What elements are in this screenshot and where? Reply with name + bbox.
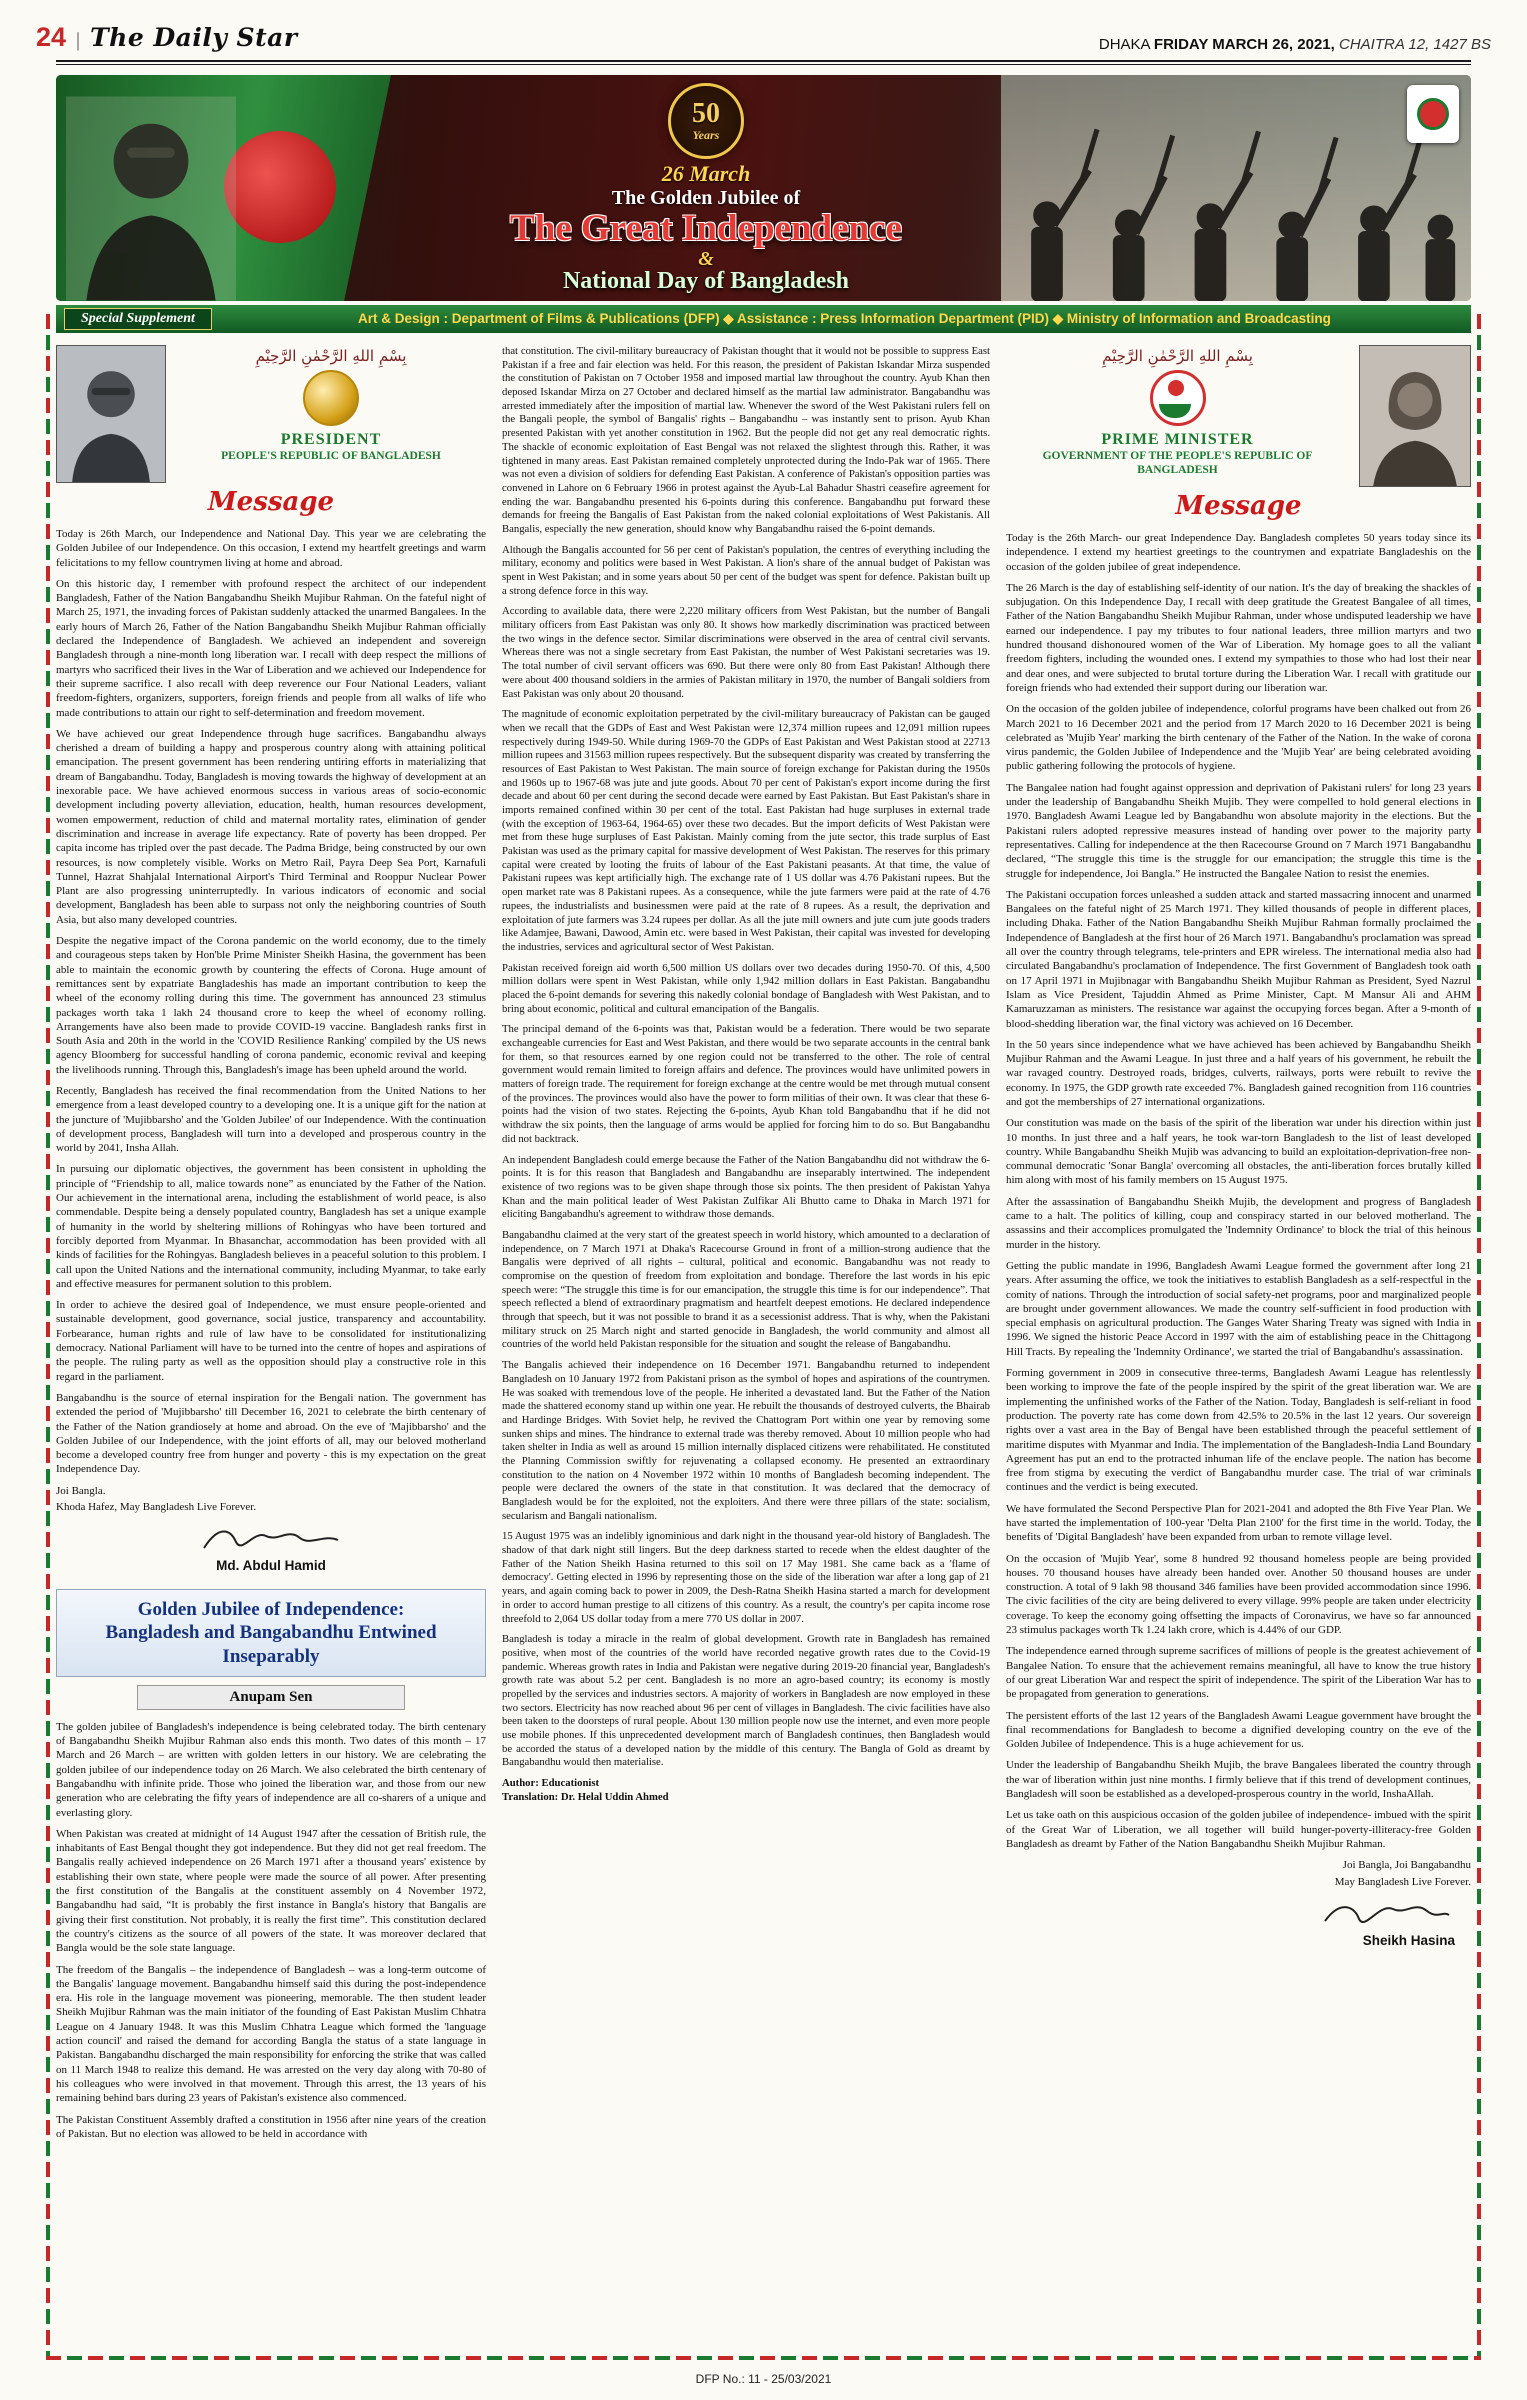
dateline-date: FRIDAY MARCH 26, 2021, [1153,36,1335,53]
banner-date: 26 March [661,161,751,186]
presidential-emblem [303,370,359,426]
president-paragraph: Bangabandhu is the source of eternal inspiration for the Bengali nation. The government has extended the period of 'Mujibbarsho' till December 16, 2021 to celebrate the birth centenary of the Father of the Nation grandiosely at home and abroad. On the eve of 'Majibbarsho' and the Golden Jubilee of our Independence, with the joint efforts of all, may our beloved motherland become a developed country free from hunger and poverty - this is my expectation on the great Independence Day. [56,1391,486,1476]
president-paragraph: In order to achieve the desired goal of Independence, we must ensure people-oriented and sustainable development, good governance, social justice, transparency and accountability. Forbearance, human rights and rule of law have to be consolidated for institutionalizing democracy. National Parliament will have to be turned into the centre of hopes and aspirations of the people. The ruling party as well as the opposition should play a constructive role in this regard in the parliament. [56,1299,486,1383]
pm-photo [1359,345,1471,487]
pm-subtitle: GOVERNMENT OF THE PEOPLE'S REPUBLIC OF BANGLADESH [1042,450,1313,477]
pm-message-label: Message [1175,491,1302,521]
page-number: 24 [36,22,67,52]
article-paragraph: Bangladesh is today a miracle in the realm of global development. Growth rate in Bangladesh has remained positive, when most of the countries of the world have recorded negative growth rates due to the Covid-19 pandemic. Whereas growth rates in India and Pakistan were negative during 2019-20 financial year, Bangladesh's growth rate was about 5.2 per cent. Bangladesh is no more an agro-based country; its economy is mostly propelled by the services and industries sectors. A majority of workers in Bangladesh are now employed in these two sectors. Electricity has now reached about 96 per cent of villages in Bangladesh. The civic facilities have also been taken to the doorsteps of rural people. About 130 million people now use the internet, and even more people use mobile phones. If this unprecedented development march of Bangladesh continues, then Bangladesh would be accorded the status of a developed nation by the middle of this century. The Bangla of Gold as dreamt by Bangabandhu would then materialise. [502,1633,990,1769]
fifty-years-word: Years [692,127,720,142]
article-paragraph: An independent Bangladesh could emerge because the Father of the Nation Bangabandhu did not withdraw the 6-points. It is for this reason that Bangladesh and Bangabandhu are inseparably intertwined. The independent existence of two regions was to be given shape through those six points. The then president of Pakistan Yahya Khan and the main political leader of West Pakistan Zulfikar Ali Bhutto came to Dhaka in March 1971 for eliciting Bangabandhu's agreement to withdraw those demands. [502,1153,990,1221]
article-paragraph: The Bangalis achieved their independence on 16 December 1971. Bangabandhu returned to independent Bangladesh on 10 January 1972 from Pakistani prison as the symbol of hopes and aspirations of the countrymen. He was soaked with tremendous love of the people. He inherited a devastated land. But the Father of the Nation made the shattered economy stand up within one year. He rebuilt the thousands of destroyed culverts, the Bhairab and Hardinge Bridges. With Soviet help, he revived the Chattogram Port within one year by removing some sunken ships and mines. The hindrance to external trade was thereby removed. About 10 million people who had taken shelter in India as well as around 15 million internally displaced citizens were rehabilitated. He constituted the Planning Commission swiftly for rejuvenating a collapsed economy. He presented an extraordinary constitution to the nation on 4 November 1972 within 10 months of Bangladesh becoming independent. The people were declared the owners of the state in that constitution. It was declared that the democracy of Bangladesh would be for the exploited, not the exploiters. And there were three pillars of the state: socialism, secularism and Bangali nationalism. [502,1359,990,1522]
masthead [0,0,1527,55]
mujib-logo-green [1159,404,1191,418]
dateline-city: DHAKA [1098,36,1150,53]
article-byline: Anupam Sen [137,1685,406,1710]
pm-paragraph: The persistent efforts of the last 12 years of the Bangladesh Awami League government have brought the final recommendations for Bangladesh to become a dignified developing country on the eve of the Golden Jubilee of Independence. This is a huge achievement for us. [1006,1709,1471,1751]
banner-title-line1: The Golden Jubilee of [611,187,801,209]
president-signature [196,1522,346,1556]
left-decorative-border [46,314,50,2356]
pm-paragraph: Our constitution was made on the basis of the spirit of the liberation war under his direction within just 10 months. In just three and a half years, he took war-torn Bangladesh to the list of least developed country. While Bangabandhu Sheikh Mujib was advancing to build an exploitation-deprivation-free non-communal democratic 'Sonar Bangla' overcoming all obstacles, the anti-liberation forces brutally killed him along with most of his family members on 15 August 1975. [1006,1117,1471,1187]
president-signature-block [56,1522,486,1573]
masthead-rule [56,60,1471,65]
pm-paragraph: Today is the 26th March- our great Independence Day. Bangladesh completes 50 years today since its independence. I extend my heartiest greetings to the countrymen and expatriate Bangladeshis on the occasion of the golden jubilee of great independence. [1006,532,1471,573]
dfp-note: DFP No.: 11 - 25/03/2021 [695,2372,832,2386]
mujib-100-logo [1150,370,1206,426]
credits-bar [56,305,1471,333]
fifty-years-badge [668,83,744,159]
pm-signature [1315,1897,1455,1931]
article-paragraph: Although the Bangalis accounted for 56 per cent of Pakistan's population, the centres of everything including the military, economy and politics were based in West Pakistan. A lion's share of the annual budget of Pakistan was spent in West Pakistan; and in some years about 50 per cent of the budget was spent for defence. Pakistan built up a strong defence force in this way. [502,543,990,597]
pm-paragraph: Let us take oath on this auspicious occasion of the golden jubilee of independence- imbued with the spirit of the Great War of Liberation, we all together will build hunger-poverty-illiteracy-free Golden Bangladesh as dreamt by Father of the Nation Bangabandhu Sheikh Mujibur Rahman. [1006,1809,1471,1850]
jubilee-article [56,1589,486,2141]
article-paragraph: 15 August 1975 was an indelibly ignominious and dark night in the thousand year-old history of Bangladesh. The shadow of that dark night still lingers. But the deep darkness started to recede when the eldest daughter of the Father of the Nation Sheikh Hasina returned to this soil on 17 May 1981. She came back as a 'flame of democracy'. Getting elected in 1996 by representing those on the side of the liberation war after a long gap of 21 years, and again coming back to power in 2009, the Desh-Ratna Sheikh Hasina started a march for development in order to accord human prestige to all citizens of this country. As a result, the country's per capita income rose threefold to 2,064 US dollar today from a mere 770 US dollar in 2007. [502,1530,990,1625]
president-message-label: Message [207,487,335,517]
middle-column [502,345,990,2148]
pm-title: PRIME MINISTER [1101,431,1254,448]
main-columns [56,345,1471,2148]
article-paragraph: According to available data, there were 2,220 military officers from West Pakistan, but the number of Bangali military officers from East Pakistan was only 80. It shows how markedly discrimination was practiced between the two wings in the defence sector. Similar discriminations were observed in the area of central civil servants. Whereas there was not a single secretary from East Pakistan, the number of West Pakistani secretaries was 19. The total number of civil servant officers was 690. But there were only 80 from East Pakistan! Although there were about 400 thousand soldiers in the armies of Pakistan military in 1970, the number of Bangali soldiers from East Pakistan was only about 20 thousand. [502,605,990,700]
masthead-divider: | [76,29,81,51]
pm-paragraph: The Pakistani occupation forces unleashed a sudden attack and started massacring innocent and unarmed Bangalees on the fateful night of 25 March 1971. They killed thousands of people in different places, including Dhaka. Father of the Nation Bangabandhu Sheikh Mujibur Rahman formally proclaimed the Independence of Bangladesh at the first hour of 26 March 1971. Bangabandhu's proclamation was spread all over the country through telegrams, tele-printers and EPR wireless. The international media also had circulated Bangabandhu's proclamation of Independence. The first Government of Bangladesh took oath on 17 April 1971 in Mujibnagar with Bangabandhu Sheikh Mujibur Rahman as President, Syed Nazrul Islam as Vice President, Tajuddin Ahmed as Prime Minister, Capt. M Mansur Ali and AHM Kamaruzzaman as ministers. The resistance war against the occupying forces began. After a 9-month of blood-shedding liberation war, the final victory was achieved on 16 December. [1006,888,1471,1030]
right-column [1006,345,1471,2148]
article-paragraph: Bangabandhu claimed at the very start of the greatest speech in world history, which amounted to a declaration of independence, on 7 March 1971 at Dhaka's Racecourse Ground in front of a million-strong audience that the Bangalis were deprived of all rights – cultural, political and economic. Bangabandhu was not ready to compromise on the question of freedom from exploitation and bondage. Therefore the last words in his epic speech were: “The struggle this time is for our emancipation, the struggle this time is for our independence”. That speech reflected a blend of extraordinary pragmatism and heartfelt deepest emotions. He declared independence through that speech, but it was not possible to brand it as a secessionist address. That is why, when the Pakistani military struck on 25 March night and started genocide in Bangladesh, the world community and almost all countries of the world held Pakistan responsible for the situation and sought the release of Bangabandhu. [502,1228,990,1351]
president-message [56,345,486,1573]
pm-signature-block [1006,1897,1471,1948]
president-paragraph: We have achieved our great Independence through huge sacrifices. Bangabandhu always cherished a dream of building a happy and prosperous country along with attaining political emancipation. The present government has been rendering untiring efforts in materializing that dream of Bangabandhu. Today, Bangladesh is moving towards the highway of development at an inexorable pace. We have achieved enormous success in various areas of socio-economic development including poverty alleviation, education, health, human resources development, women empowerment, reduction of child and maternal mortality rates, elimination of gender discrimination and increase in average life expectancy. Rate of poverty has been dropped. Per capita income has tripled over the past decade. The Padma Bridge, being constructed by our own resources, is now completely visible. Works on Metro Rail, Payra Deep Sea Port, Karnafuli Tunnel, Hazrat Shahjalal International Airport's Third Terminal and Rooppur Nuclear Power Plant are also progressing uninterruptedly. In various indicators of economic and social development, Bangladesh has been able to surpass not only the neighboring countries of South Asia, but also many developed countries. [56,727,486,926]
article-translation-note: Translation: Dr. Helal Uddin Ahmed [502,1791,669,1804]
pm-paragraph: The Bangalee nation had fought against oppression and deprivation of Pakistani rulers' for long 23 years under the leadership of Bangabandhu Sheikh Mujib. They were compelled to hold general elections in 1970. Bangladesh Awami League led by Bangabandhu won absolute majority in the elections. But the Pakistani rulers adopted repressive measures instead of handing over power to the majority party representatives. Calling for independence at the then Racecourse Ground on 7 March 1971 Bangabandhu declared, “The struggle this time is the struggle for our emancipation; the struggle this time is the struggle for independence, Joi Bangla.” He instructed the Bangalee Nation to resist the enemies. [1006,781,1471,880]
pm-closing [1006,1858,1471,1889]
president-paragraph: In pursuing our diplomatic objectives, the government has been consistent in upholding the principle of “Friendship to all, malice towards none” as enunciated by the Father of the Nation. Our achievement in the international arena, including the establishment of world peace, is also commendable. Despite being a densely populated country, Bangladesh has set a unique example of humanity in the world by sheltering millions of Rohingyas who have been tortured and forcibly deported from Myanmar. In Bhasanchar, accommodation has been provided with all kinds of facilities for the Rohingyas. Bangladesh believes in a peaceful solution to this problem. I call upon the United Nations and the international community, including Myanmar, to take early and effective measures for permanent solution to this problem. [56,1163,486,1290]
article-paragraph: The principal demand of the 6-points was that, Pakistan would be a federation. There would be two separate exchangeable currencies for East and West Pakistan, and there would be two separate accounts in the central bank for them, so that resources earned by one region could not be transferred to the other. The role of central government would remain limited to foreign affairs and defence. The provinces would have unlimited powers in matters of foreign trade. The requirement for foreign exchange at the centre would be met through mutual consent of the provinces. The provinces would also have the power to form militias of their own. It was clear that these 6-points had the vision of two states. Rejecting the 6-points, Ayub Khan told Bangabandhu that if he did not withdraw the six points, then the language of arms would be applied for forcing him to do so. But Bangabandhu did not backtrack. [502,1023,990,1145]
article-body-continuation [502,345,990,1770]
liberation-war-photo [1001,75,1471,301]
president-name: Md. Abdul Hamid [216,1558,326,1574]
pm-paragraph: In the 50 years since independence what we have achieved has been achieved by Bangabandhu Sheikh Mujibur Rahman and the Awami League. In just three and a half years of his government, he rebuilt the war ravaged country. Destroyed roads, bridges, culverts, railways, ports were rebuilt to revive the economy. In 1975, the GDP growth rate exceeded 7%. Bangladesh gained recognition from 116 countries and got the memberships of 27 international organizations. [1006,1038,1471,1108]
article-author-note: Author: Educationist [502,1777,600,1790]
president-titles [176,345,486,483]
president-closing-line: Khoda Hafez, May Bangladesh Live Forever. [56,1501,257,1513]
masthead-left [36,22,298,53]
article-paragraph: When Pakistan was created at midnight of 14 August 1947 after the cessation of British rule, the inhabitants of East Bengal thought they got independence. But they did not get real freedom. The Bangalis really achieved independence on 26 March 1971 after a thousand years' existence by establishing their own state, where people were made the source of all power. After presenting the first constitution of the Bangalis at the constituent assembly on 4 November 1972, Bangabandhu had said, “It is probably the first instance in Bangla's history that Bangalis are giving their first constitution. Not probably, it is really the first time”. This constitution declared the country's citizens as the source of all powers of the state. It was moreover declared that Bangla would be the sole state language. [56,1827,486,1955]
article-paragraph: The Pakistan Constituent Assembly drafted a constitution in 1956 after nine years of the creation of Pakistan. But no election was allowed to be held in accordance with [56,2113,486,2140]
pm-paragraph: Under the leadership of Bangabandhu Sheikh Mujib, the brave Bangalees liberated the country through the war of liberation within just nine months. I firmly believe that if this trend of development continues, Bangladesh will soon be established as a developed-prosperous country in the world, InshaAllah. [1006,1759,1471,1801]
pm-paragraph: The 26 March is the day of establishing self-identity of our nation. It's the day of breaking the shackles of subjugation. On this Independence Day, I recall with deep gratitude the Greatest Bangalee of all times, Father of the Nation Bangabandhu Sheikh Mujibur Rahman, under whose undisputed leadership we have earned our independence. I pay my tributes to four national leaders, three million martyrs and two hundred thousand dishonoured women of the War of Liberation. My homage goes to all the valiant freedom fighters, including the wounded ones. I extend my sympathies to those who had lost their near and dear ones, and were subjected to brutal torture during the Liberation War. I recall with gratitude our foreign friends who had extended their support during our liberation war. [1006,581,1471,694]
dateline-era: CHAITRA 12, 1427 BS [1338,36,1491,53]
president-paragraph: Recently, Bangladesh has received the final recommendation from the United Nations to her emergence from a least developed country to a developing one. It is a unique gift for the nation at the juncture of 'Mujibbarsho' and the 'Golden Jubilee' of our Independence. With the continuation of development process, Bangladesh will turn into a developed and prosperous country in the world by 2041, Insha Allah. [56,1084,486,1155]
bismillah-calligraphy: بِسْمِ اللهِ الرَّحْمٰنِ الرَّحِيْمِ [1102,347,1253,365]
jubilee-banner [56,75,1471,301]
banner-ampersand: & [698,247,714,270]
pm-closing-line: Joi Bangla, Joi Bangabandhu [1342,1859,1471,1872]
mujib100-corner-logo [1407,85,1459,143]
right-decorative-border [1477,314,1481,2356]
pm-paragraph: On the occasion of the golden jubilee of independence, colorful programs have been chalked out from 26 March 2021 to 16 December 2021 and the period from 17 March 2020 to 16 December 2021 is being celebrated as 'Mujib Year' marking the birth centenary of the Father of the Nation. In the wake of corona virus pandemic, the Golden Jubilee of Independence and the 'Mujib Year' are being celebrated avoiding public gathering following the protocols of hygiene. [1006,703,1471,773]
president-message-body [56,527,486,1477]
article-paragraph: Pakistan received foreign aid worth 6,500 million US dollars over two decades during 1950-70. Of this, 4,500 million dollars were spent in West Pakistan, while only 1,942 million dollars in East Pakistan. Bangabandhu placed the 6-point demands for severing this nakedly colonial bondage of Bangladesh with West Pakistan, and to bring about economic, political and cultural emancipation of the Bangalis. [502,961,990,1015]
article-body-start [56,1720,486,2141]
daily-star-logo: The Daily Star [90,23,298,52]
dateline [1099,36,1491,53]
pm-paragraph: On the occasion of 'Mujib Year', some 8 hundred 92 thousand homeless people are being provided houses. 70 thousand houses have already been handed over. Another 50 thousand houses are under construction. A total of 9 lakh 98 thousand 346 families have been provided accommodation since 1996. The civic facilities of the city are being delivered to every village. 99% people are taken under electricity coverage. To keep the economy going offsetting the impacts of Coronavirus, we have so far announced 23 stimulus packages worth Tk 1.24 lakh crore, which is 4.44% of our GDP. [1006,1552,1471,1637]
mujib-logo-red [1168,380,1184,396]
article-headline-line2: Bangladesh and Bangabandhu Entwined Inseparably [105,1622,437,1667]
president-closing-line: Joi Bangla. [56,1484,106,1497]
president-subtitle: PEOPLE'S REPUBLIC OF BANGLADESH [221,450,441,462]
president-header [56,345,486,483]
pm-paragraph: We have formulated the Second Perspective Plan for 2021-2041 and adopted the 8th Five Year Plan. We have started the implementation of 100-year 'Delta Plan 2100' for the first time in the world. Today, the benefits of 'Digital Bangladesh' have been expanded from urban to remote village level. [1006,1502,1471,1544]
pm-message-body [1006,531,1471,1851]
article-headline-box [56,1589,486,1677]
article-paragraph: The freedom of the Bangalis – the independence of Bangladesh – was a long-term outcome of the Bangalis' language movement. Bangabandhu himself said this during the post-independence era. His role in the language movement was pioneering, memorable. The then student leader Sheikh Mujibur Rahman was the main initiator of the founding of East Pakistan Muslim Chhatra League on 4 January 1948. It was this Muslim Chhatra League which formed the 'language action council' and raised the demand for according Bangla the status of a state language in Pakistan. Bangabandhu discharged the main responsibility for enforcing the strike that was called on 11 March 1948 to realize this demand. He was arrested on the very day along with 70-80 of his colleagues who were involved in that movement. Through this arrest, the 13 years of his remaining behind bars during 23 years of Pakistan's existence also commenced. [56,1963,486,2105]
mujib100-logo-mark [1417,98,1449,130]
president-paragraph: Despite the negative impact of the Corona pandemic on the world economy, due to the timely and courageous steps taken by Hon'ble Prime Minister Sheikh Hasina, the government has been able to maintain the economic growth by countering the effects of Corona. Huge amount of remittances sent by expatriate Bangladeshis has made an important contribution to keep the wheel of the economy rolling during this time. The government has announced 23 stimulus packages worth taka 1 lakh 24 thousand crore to keep the wheel of economy rolling. Arrangements have also been made to provide COVID-19 vaccine. Bangladesh ranks first in South Asia and 20th in the world in the 'COVID Resilience Ranking' compiled by the US news agency Bloomberg for successful handling of corona pandemic, economic revival and keeping the livelihoods running. Through this, Bangladesh's image has been upheld around the world. [56,935,486,1076]
article-paragraph: The golden jubilee of Bangladesh's independence is being celebrated today. The birth centenary of Bangabandhu Sheikh Mujibur Rahman also ends this month. Two dates of this month – 17 March and 26 March – are written with golden letters in our history. We are celebrating the golden jubilee of our independence today on 26 March. We also celebrated the birth centenary of Bangabandhu with infinite pride. Those who joined the liberation war, and those from our new generation who are celebrating the fifty years of independence are all co-sharers of a unique and everlasting glory. [56,1720,486,1819]
bismillah-calligraphy: بِسْمِ اللهِ الرَّحْمٰنِ الرَّحِيْمِ [255,347,407,365]
pm-paragraph: The independence earned through supreme sacrifices of millions of people is the greatest achievement of Bangalee Nation. To ensure that the achievement remains meaningful, all have to know the true history of our great Liberation War and respect the spirit of independence. The spirit of the Liberation War has to be propagated from generation to generations. [1006,1645,1471,1701]
president-paragraph: Today is 26th March, our Independence and National Day. This year we are celebrating the Golden Jubilee of our Independence. On this occasion, I extend my heartfelt greetings and warm felicitations to my fellow countrymen living at home and abroad. [56,528,486,569]
bottom-decorative-border [46,2356,1481,2360]
president-paragraph: On this historic day, I remember with profound respect the architect of our independent Bangladesh, Father of the Nation Bangabandhu Sheikh Mujibur Rahman. On the fateful night of March 25, 1971, the invading forces of Pakistan suddenly attacked the unarmed Bangalees. In the early hours of March 26, Father of the Nation Bangabandhu Sheikh Mujibur Rahman officially declared the Independence of Bangladesh. We achieved an independent and sovereign Bangladesh through a nine-month long liberation war. I recall with deep respect the millions of martyrs who sacrificed their lives in the War of Liberation and we achieved our Independence for their supreme sacrifice. I also recall with deep reverence our Four National Leaders, valiant freedom-fighters, organizers, supporters, foreign friends and people from all walks of life who made contributions to attain our right to self-determination and freedom movement. [56,577,486,719]
article-paragraph: The magnitude of economic exploitation perpetrated by the civil-military bureaucracy of Pakistan can be gauged when we recall that the GDPs of East and West Pakistan were 12,374 million rupees and 12,091 million rupees respectively during 1949-50. While during 1969-70 the GDPs of East Pakistan and West Pakistan stood at 22713 million rupees and 31563 million rupees respectively. But the subsequent disparity was created by transferring the resources of East Pakistan to West Pakistan. The main source of foreign exchange for Pakistan during the 1950s and 1960s up to 1967-68 was jute and jute goods. About 70 per cent of Pakistan's export income during the first decade and about 60 per cent during the second decade were earned by East Pakistan. But East Pakistan's share in imports remained confined within 30 per cent of the total. East Pakistan had huge surpluses in external trade (with the exception of 1963-64, 1964-65) over these two decades. But the import deficits of West Pakistan were met from these huge surpluses of East Pakistan. Mainly coming from the jute sector, this trade surplus of East Pakistan was used as the primary capital for massive development of West Pakistan. The reserves for this primary capital were created by looting the fruits of labour of the East Pakistani peasants. At that time, the value of Pakistani rupees was kept artificially high. The exchange rate of 1 US dollar was 4.76 Pakistani rupees. But the open market rate was 8 Pakistani rupees. As a consequence, while the jute farmers were paid at the rate of 4.76 rupees, the industrialists and businessmen were paid at the rate of 8 rupees. As a result, the deprivation and exploitation of jute farmers was 3.24 rupees per dollar. As all the jute mill owners and jute cum jute goods traders like Adamjee, Bawani, Dawood, Amin etc. were based in West Pakistan, their capital was invested for developing the industries, services and agricultural sector of West Pakistan. [502,708,990,953]
fifty-years-number: 50 [692,97,720,129]
president-closing [56,1484,486,1515]
pm-closing-line: May Bangladesh Live Forever. [1334,1875,1471,1888]
pm-message [1006,345,1471,1948]
credits-text: Art & Design : Department of Films & Publications (DFP) ◆ Assistance : Press Information Department (PID) ◆ Ministry of Information and Broadcasting [358,311,1331,326]
bangabandhu-portrait [66,96,236,301]
pm-header [1006,345,1471,487]
pm-paragraph: Forming government in 2009 in consecutive three-terms, Bangladesh Awami League has relentlessly been working to improve the fate of the people inspired by the spirit of the great liberation war. We are implementing the unfinished works of the Father of the Nation. Today, Bangladesh is self-reliant in food production. The poverty rate has come down from 42.5% to 20.5% in the last 12 years. Our sovereign rights over a vast area in the Bay of Bengal have been established through the peaceful settlement of maritime disputes with Myanmar and India. The implementation of the Bangladesh-India Land Boundary Agreement has put an end to the protracted inhuman life of the enclave people. The nation has become free from stigma by executing the verdict of Bangabandhu murder case. The trial of war criminals continues and the verdict is being executed. [1006,1367,1471,1494]
president-photo [56,345,166,483]
pm-titles [1006,345,1349,487]
banner-title-line3: National Day of Bangladesh [562,267,850,294]
president-title: PRESIDENT [280,431,382,448]
left-column [56,345,486,2148]
flag-red-circle [224,131,336,243]
banner-titles [406,79,1006,294]
pm-paragraph: After the assassination of Bangabandhu Sheikh Mujib, the development and progress of Bangladesh came to a halt. The politics of killing, coup and conspiracy started in our beloved motherland. The assassins and their accomplices promulgated the 'Indemnity Ordinance' to block the trial of this heinous murder in the history. [1006,1195,1471,1251]
special-supplement-label: Special Supplement [64,308,212,330]
banner-title-line2: The Great Independence [510,208,902,249]
article-headline-line1: Golden Jubilee of Independence: [137,1599,405,1621]
pm-paragraph: Getting the public mandate in 1996, Bangladesh Awami League formed the government after long 21 years. After assuming the office, we took the initiatives to establish Bangladesh as a self-respectful in the comity of nations. Through the introduction of social safety-net programs, poor and marginalized people are brought under government allowances. We made the country self-sufficient in food production with special emphasis on agricultural production. The Ganges Water Sharing Treaty was signed with India in 1996. We signed the historic Peace Accord in 1997 with the aim of establishing peace in the Chittagong Hill Tracts. By repealing the 'Indemnity Ordinance', we started the trial of Bangabandhu's assassination. [1006,1259,1471,1358]
article-paragraph: that constitution. The civil-military bureaucracy of Pakistan thought that it would not be possible to suppress East Pakistan if a free and fair election was held. For this reason, the president of Pakistan Iskandar Mirza suspended the constitution of Pakistan on 7 October 1958 and imposed martial law throughout the country. Ayub Khan then deposed Iskandar Mirza on 27 October and declared himself as the martial law administrator. Bangabandhu was arrested immediately after the imposition of martial law. Whenever the sword of the West Pakistani rulers fell on the Bangali people, the symbol of Bangalis' rights – Bangabandhu – was instantly sent to prison. Ayub Khan presented Pakistan with yet another constitution in 1962. But the people did not get any real democratic rights. The shackle of economic exploitation of East Bengal was not relaxed the slightest through this. Rather, it was tightened in many areas. East Pakistan remained completely unprotected during the Indo-Pak war of 1965. There was not even a division of soldiers for defending East Pakistan. A conference of Pakistan's opposition parties was convened in Lahore on 6 February 1966 in protest against the Ayub-Lal Bahadur Shastri ceasefire agreement for ending the war. Bangabandhu presented his 6-points during this conference. Bangabandhu put forward these demands for freeing the Bangalis of East Pakistan from the naked colonial exploitations of West Pakistanis. All Bangalis, especially the new generation, should know why Bangabandhu raised the 6-point demands. [502,345,990,535]
pm-name: Sheikh Hasina [1362,1932,1455,1948]
